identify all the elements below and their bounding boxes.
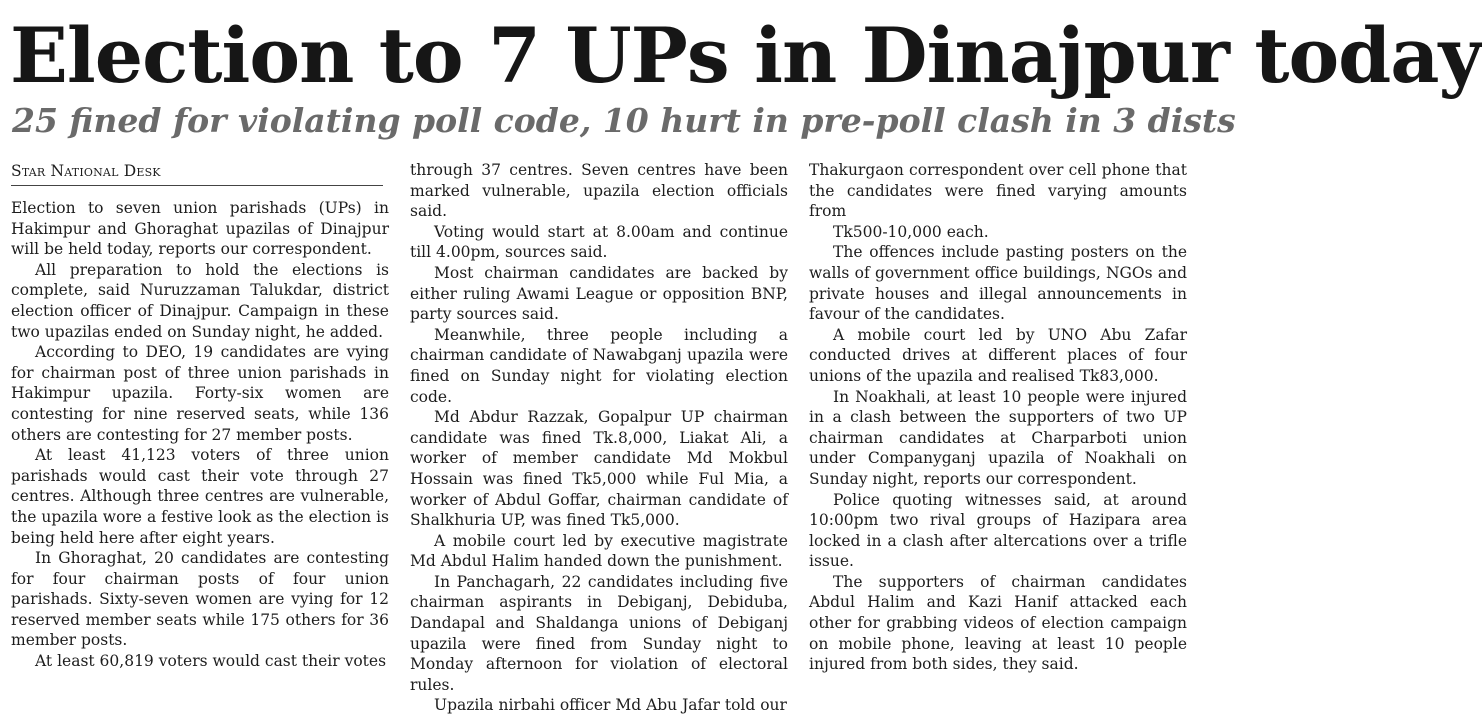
article-column-2 [410,160,788,716]
paragraph: Police quoting witnesses said, at around 10:00pm two rival groups of Hazipara area locked in a clash after altercations over a trifle issue. [809,490,1187,571]
headline: Election to 7 UPs in Dinajpur today [10,11,1482,100]
paragraph: Voting would start at 8.00am and continue till 4.00pm, sources said. [410,222,788,262]
paragraph: A mobile court led by UNO Abu Zafar conducted drives at different places of four unions of the upazila and realised Tk83,000. [809,325,1187,385]
article-column-3 [809,160,1187,675]
paragraph: Meanwhile, three people including a chairman candidate of Nawabganj upazila were fined on Sunday night for violating election code. [410,325,788,406]
paragraph: Tk500-10,000 each. [833,222,989,241]
paragraph: Election to seven union parishads (UPs) in Hakimpur and Ghoraghat upazilas of Dinajpur will be held today, reports our correspondent. [11,199,389,259]
paragraph: Md Abdur Razzak, Gopalpur UP chairman candidate was fined Tk.8,000, Liakat Ali, a worker of member candidate Md Mokbul Hossain was fined Tk5,000 while Ful Mia, a worker of Abdul Goffar, chairman candidate of Shalkhuria UP, was fined Tk5,000. [410,408,788,530]
paragraph: According to DEO, 19 candidates are vying for chairman post of three union parishads in Hakimpur upazila. Forty-six women are contesting for nine reserved seats, while 136 others are contesting for 27 member posts. [11,343,389,444]
paragraph: Upazila nirbahi officer Md Abu Jafar told our [434,696,787,715]
paragraph: In Panchagarh, 22 candidates including five chairman aspirants in Debiganj, Debiduba, Dandapal and Shaldanga unions of Debiganj upazila were fined from Sunday night to Monday afternoon for violation of electoral rules. [410,572,788,694]
paragraph: through 37 centres. Seven centres have been marked vulnerable, upazila election officials said. [410,161,788,221]
paragraph: A mobile court led by executive magistrate Md Abdul Halim handed down the punishment. [410,531,788,571]
subheadline: 25 fined for violating poll code, 10 hurt in pre-poll clash in 3 dists [12,101,1236,140]
paragraph: The supporters of chairman candidates Abdul Halim and Kazi Hanif attacked each other for grabbing videos of election campaign on mobile phone, leaving at least 10 people injured from both sides, they said. [809,572,1187,674]
paragraph: In Noakhali, at least 10 people were injured in a clash between the supporters of two UP chairman candidates at Charparboti union under Companyganj upazila of Noakhali on Sunday night, reports our correspondent. [809,387,1187,488]
paragraph: All preparation to hold the elections is complete, said Nuruzzaman Talukdar, district election officer of Dinajpur. Campaign in these two upazilas ended on Sunday night, he added. [11,260,389,341]
paragraph: Thakurgaon correspondent over cell phone that the candidates were fined varying amounts from [809,161,1187,221]
paragraph: At least 41,123 voters of three union parishads would cast their vote through 27 centres. Although three centres are vulnerable, the upazila wore a festive look as the election is being held here after eight years. [11,446,389,547]
article-column-1 [11,160,389,672]
paragraph: Most chairman candidates are backed by either ruling Awami League or opposition BNP, party sources said. [410,263,788,324]
paragraph: The offences include pasting posters on the walls of government office buildings, NGOs and private houses and illegal announcements in favour of the candidates. [809,243,1187,324]
paragraph: In Ghoraghat, 20 candidates are contesting for four chairman posts of four union parishads. Sixty-seven women are vying for 12 reserved member seats while 175 others for 36 member posts. [11,549,389,650]
byline: Star National Desk [11,160,383,186]
paragraph: At least 60,819 voters would cast their votes [35,652,387,671]
